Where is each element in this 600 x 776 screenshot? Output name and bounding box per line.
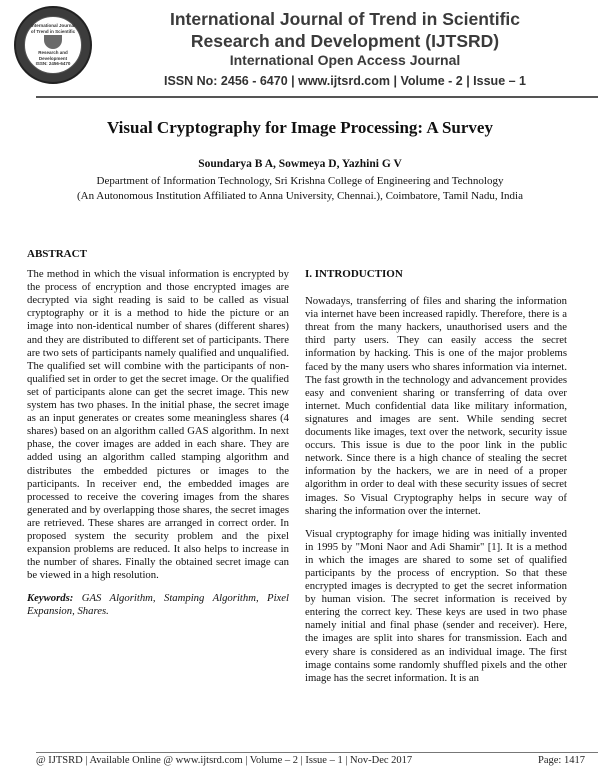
intro-paragraph-1: Nowadays, transferring of files and sharing the information via internet have been increased rapidly. Therefore, there is a threat from the many hackers, unauthorised users and the third party users. They can easily access the secret information by hacking. This is one of the major problems faced by the many users who shares information via internet. The fast growth in the technology and advancement provides easy and convenient sharing or transferring of data over internet. Much confidential data like military information, signatures and images are sent. While sending secret documents like images, text over the network, security issue occurs. This issue is due to the poor link in the public network. Since there is a high chance of stealing the secret information by the hackers, we are in need of a proper algorithm in order to deal with these security issues of secret images. So Visual Cryptography helps in secure way of sharing the information over the internet. — [305, 295, 567, 517]
abstract-body: The method in which the visual information is encrypted by the process of encryption and those encrypted images are decrypted via sight reading is said to be called as visual cryptography or it is a method to hide the picture or an image into non-identical number of shares (different shares) and they are distributed to different set of participants. There are two sets of participants namely qualified and unqualified. The qualified set will combine with the participants of non-qualified set in order to get the secret image. Or the qualified set of participants alone can get the secret image. This new system has two phases. In the initial phase, the secret image as an input generates or creates some meaningless shares (4 shares) based on an algorithm called GAS algorithm. In next phase, the cover images are added in each share. They are added using an algorithm called stamping algorithm and distributes the embedded pictures or images to the participants. In receiver end, the embedded images are processed to receive the covering images from the shares generated and by overlapping those shares, the secret images are retrieved. These shares are arranged in correct order. In proposed system the security problem and the pixel expansion problems are reduced. It also helps to increase in the number of shares. Finally the obtained secret image can be viewed in a high resolution. — [27, 268, 289, 582]
keywords-text: GAS Algorithm, Stamping Algorithm, Pixel Expansion, Shares. — [27, 592, 289, 618]
journal-logo-icon — [14, 6, 92, 84]
introduction-heading: I. INTRODUCTION — [305, 268, 403, 280]
keywords-label: Keywords: — [27, 592, 74, 605]
right-column — [305, 268, 567, 695]
keywords — [27, 592, 289, 618]
journal-title: International Journal of Trend in Scientific Research and Development (IJTSRD) — [169, 9, 521, 51]
paper-title: Visual Cryptography for Image Processing: A Survey — [107, 118, 493, 137]
affiliation-line-2: (An Autonomous Institution Affiliated to Anna University, Chennai.), Coimbatore, Tamil Nadu, India — [77, 190, 523, 202]
footer-divider — [36, 752, 598, 753]
affiliation-line-1: Department of Information Technology, Sri Krishna College of Engineering and Technology — [96, 175, 504, 187]
header-divider — [36, 96, 598, 98]
intro-paragraph-2: Visual cryptography for image hiding was initially invented in 1995 by "Moni Naor and Adi Shamir" [1]. It is a method in which the images are shared to some set of qualified participants by the process of encryption. So that these encrypted images is decrypted to get the secret information by human vision. The secret information is received by entering the correct key. These keys are used in two phase namely initial and final phase (sender and receiver). Here, the images are split into shares for transmission. Each and every share is considered as an individual image. The first image contains some randomly shuffled pixels and the other image has the secret information. It is an — [305, 527, 567, 684]
footer-text: @ IJTSRD | Available Online @ www.ijtsrd.com | Volume – 2 | Issue – 1 | Nov-Dec 2017 — [36, 755, 413, 766]
abstract-heading: ABSTRACT — [27, 248, 87, 260]
shield-icon — [44, 35, 62, 49]
left-column — [27, 248, 289, 629]
open-access-label: International Open Access Journal — [229, 52, 461, 68]
page-number: Page: 1417 — [538, 755, 585, 766]
issn-line: ISSN No: 2456 - 6470 | www.ijtsrd.com | Volume - 2 | Issue – 1 — [163, 74, 526, 88]
authors: Soundarya B A, Sowmeya D, Yazhini G V — [198, 158, 402, 170]
journal-header — [0, 0, 600, 100]
logo-seal: International Journal of Trend in Scientific Research and Development ISSN: 2456-6470 — [24, 16, 82, 74]
